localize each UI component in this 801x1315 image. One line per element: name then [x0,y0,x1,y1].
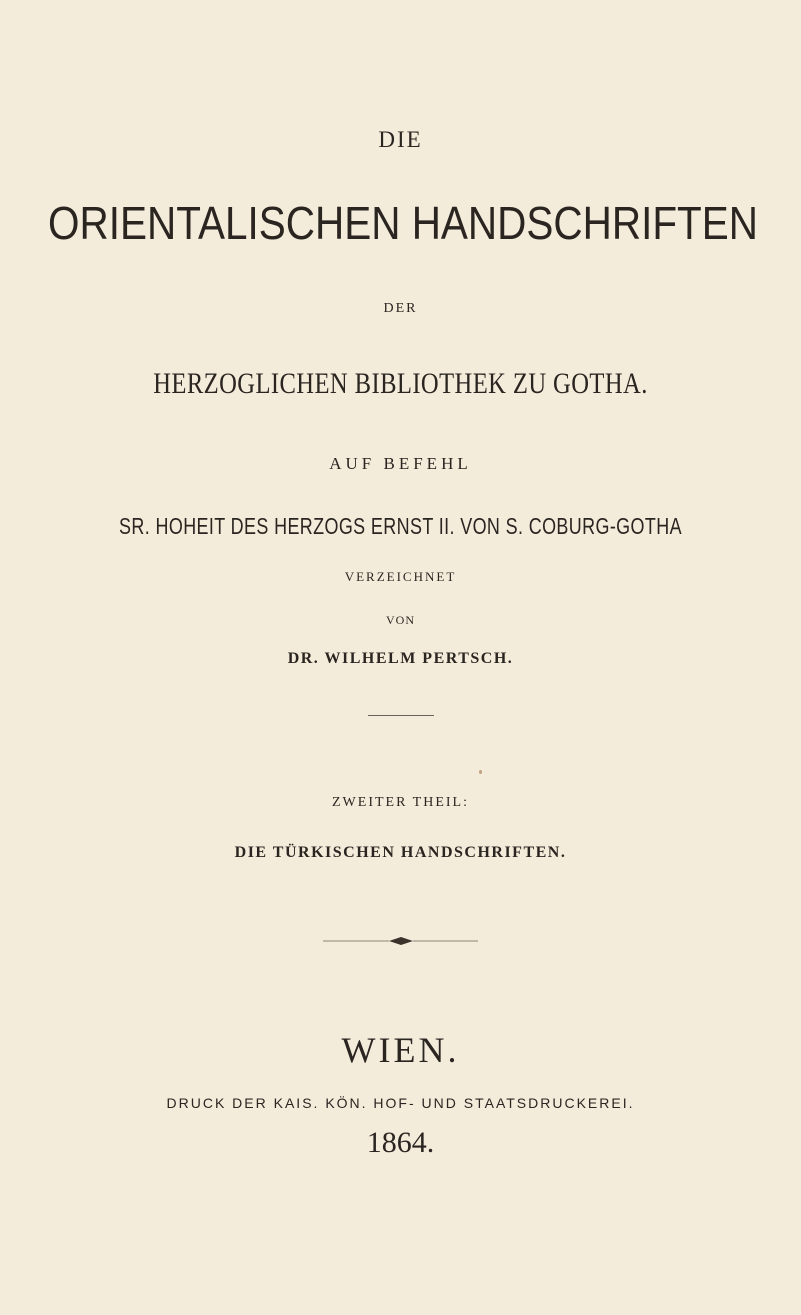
title-article-der: DER [383,301,418,316]
part-title: DIE TÜRKISCHEN HANDSCHRIFTEN. [234,844,567,861]
ornament-diamond [389,937,413,945]
imprint-printer: DRUCK DER KAIS. KÖN. HOF- UND STAATSDRUCKEREI. [166,1095,635,1111]
title-article-die: DIE [378,127,423,152]
paper-speck [479,770,482,774]
patron-line: SR. HOHEIT DES HERZOGS ERNST II. VON S. COBURG-GOTHA [119,513,682,539]
imprint-year: 1864. [366,1126,435,1159]
author-name: DR. WILHELM PERTSCH. [287,650,514,667]
imprint-city: WIEN. [341,1030,460,1070]
short-divider [368,715,434,716]
by-label: VON [386,613,415,627]
main-title: ORIENTALISCHEN HANDSCHRIFTEN [48,197,759,249]
order-line: AUF BEFEHL [329,454,472,473]
ornamental-divider [323,936,478,946]
library-name: HERZOGLICHEN BIBLIOTHEK ZU GOTHA. [153,367,648,400]
compiled-label: VERZEICHNET [344,569,457,584]
part-label: ZWEITER THEIL: [332,795,469,810]
